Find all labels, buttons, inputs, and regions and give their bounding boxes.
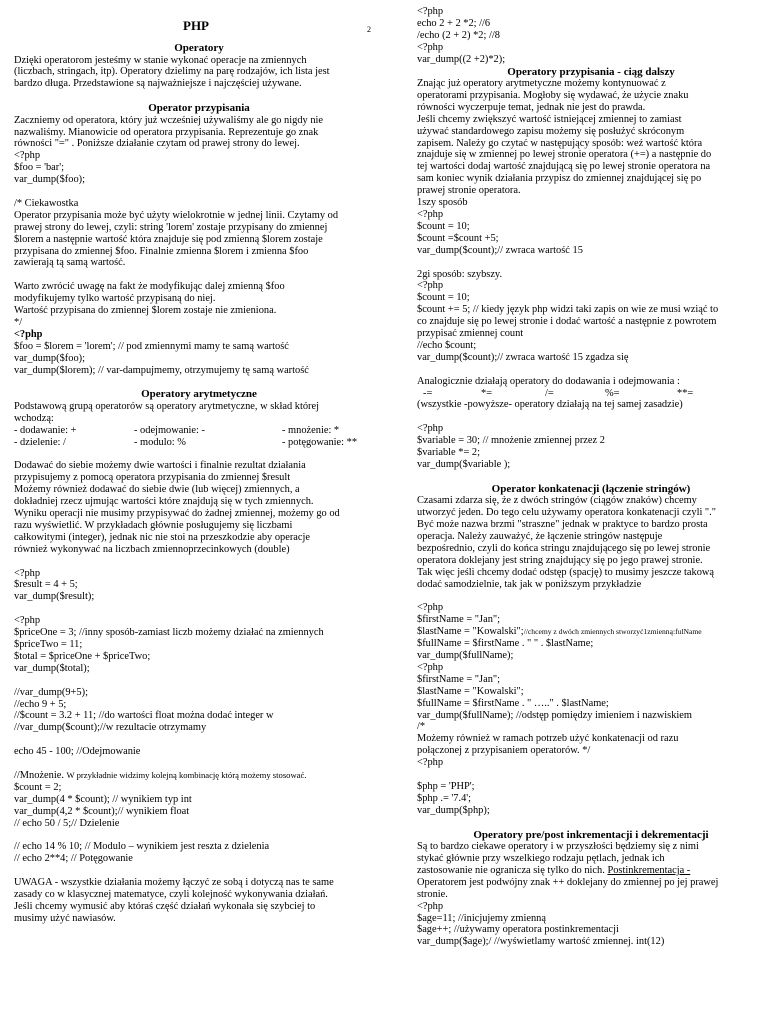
right-column [417,6,765,948]
text-line: /echo (2 + 2) *2; //8 [417,29,500,41]
text-line [14,770,384,782]
text-line: operacja. Należy zauważyć, że łączenie stringów następuje [417,531,663,542]
text-line: co znajduje się po lewej stronie i dodać wartość a następnie z powrotem [417,316,717,328]
text-line: operatorami przypisania. Mogłoby się wydawać, że użycie znaku [417,89,689,101]
text-line: używać standardowego zapisu możemy się posłużyć skróconym [417,125,685,137]
text-line: Znając już operatory arytmetyczne możemy kontynuować z [417,78,666,90]
text-line: prawej strony do lewej, czyli: string 'lorem' zostaje przypisany do zmiennej [14,221,328,233]
text-line: var_dump($php); [417,804,490,816]
text-line [417,626,765,638]
text-line: Możemy również dodawać do siebie dwie (lub więcej) zmiennych, a [14,484,300,496]
text-line: wchodzą: [14,412,54,424]
code-note: //chcemy z dwóch zmiennych stworzyć1zmienną:fulName [523,627,702,637]
text-line: utworzyć jeden. Do tego celu używamy operatora konkatenacji czyli "." [417,507,717,519]
section-heading-operatory-arytmetyczne: Operatory arytmetyczne [141,388,257,401]
operator-item: - modulo: % [134,436,186,448]
text-line: $lastName = "Kowalski"; [417,685,524,697]
text-line: tej wartości dodaj wartość znajdującą się po lewej stronie operatora na [417,161,711,173]
section-body-operatory [14,55,384,91]
text-line: echo 45 - 100; //Odejmowanie [14,746,141,758]
text-line: var_dump($variable ); [417,458,511,470]
section-heading-operatory: Operatory [174,42,224,54]
text-line: równości wyczerpuje temat, jednak nie jest do prawda. [417,101,646,113]
text-line: <?php [417,757,444,769]
blank-line [417,591,765,603]
text-line: var_dump($fullName); [417,650,514,662]
text-line: var_dump($foo); [14,352,85,364]
text-line [417,865,765,877]
text-line: //var_dump($count);//w rezultacie otrzymamy [14,722,207,734]
text-line: var_dump($result); [14,591,95,603]
blank-line [14,186,384,198]
text-line: $firstName = "Jan"; [417,614,501,626]
text-line: $count = 10; [417,220,470,232]
text-line: /* Ciekawostka [14,197,79,209]
text-line: Jeśli chcemy zwiększyć wartość istniejącej zmiennej to zamiast [417,113,682,125]
text-line: (liczbach, stringach, itp). Operatory dzielimy na parę rodzajów, ich lista jest [14,66,330,78]
text-line: var_dump(4,2 * $count);// wynikiem float [14,805,190,817]
text-line: $count = 10; [417,292,470,304]
operator-item: /= [545,387,554,399]
text-line: Czasami zdarza się, że z dwóch stringów (ciągów znaków) chcemy [417,495,697,507]
assign-operator-row [417,388,765,400]
text-line: Operator przypisania może być użyty wielokrotnie w jednej linii. Czytamy od [14,209,339,221]
text-line: <?php [417,41,444,53]
text-line: $result = 4 + 5; [14,579,78,591]
text-line: <?php [417,602,444,614]
operator-item: - odejmowanie: - [134,424,205,436]
text-line: $count += 5; // kiedy język php widzi taki zapis on wie ze musi wziąć to [417,304,719,316]
blank-line [14,603,384,615]
code-block-top [417,6,765,66]
blank-line [14,865,384,877]
text-line: $fullName = $firstName . " " . $lastName; [417,638,594,650]
operator-item: - dodawanie: + [14,424,77,436]
text-line: <?php [417,661,444,673]
text-line: Analogicznie działają operatory do dodawania i odejmowania : [417,375,680,387]
section-body-przypisania-ciag-dalszy [417,78,765,388]
text-line: //echo 9 + 5; [14,698,67,710]
text-line: <?php [417,280,444,292]
text-line: połączonej z przypisaniem operatorów. */ [417,745,591,757]
text-line: $variable = 30; // mnożenie zmiennej przez 2 [417,435,605,447]
operator-item: -= [423,387,433,399]
section-intro-arytmetyczne [14,401,384,425]
text-line: dodać samodzielnie, tak jak w poniższym przykładzie [417,578,642,590]
blank-line [14,734,384,746]
text-line: $foo = 'bar'; [14,162,64,174]
text-line: przypisana do zmiennej $foo. Finalnie zmienna $lorem i zmienna $foo [14,245,309,257]
blank-line [14,829,384,841]
operator-item: - dzielenie: / [14,436,66,448]
text-line: $priceOne = 3; //inny sposób-zamiast liczb możemy działać na zmiennych [14,627,324,639]
page-number: 2 [367,25,371,34]
blank-line [417,411,765,423]
text-line: //var_dump(9+5); [14,686,88,698]
text-line: var_dump(4 * $count); // wynikiem typ int [14,793,192,805]
blank-line [14,449,384,461]
code-note: W przykładnie widzimy kolejną kombinację którą możemy stosować. [66,769,307,780]
blank-line [14,675,384,687]
text-line: var_dump($total); [14,662,90,674]
text-line: Dodawać do siebie możemy dwie wartości i finalnie rezultat działania [14,460,306,472]
operator-item: %= [605,387,620,399]
text-line: <?php [14,328,43,340]
text-line: // echo 14 % 10; // Modulo – wynikiem jest reszta z dzielenia [14,841,270,853]
text-line: <?php [417,423,444,435]
text-line: Warto zwrócić uwagę na fakt że modyfikując dalej zmienną $foo [14,281,285,293]
text-line: stykać głównie przy wszelkiego rodzaju pętlach, jednak ich [417,853,665,865]
text-line: UWAGA - wszystkie działania możemy łączyć ze sobą i dotyczą nas te same [14,877,334,889]
section-body-arytmetyczne-cont [14,782,384,925]
text-line: bezpośrednio, czyli do końca stringu znajdującego się po lewej stronie [417,542,711,554]
text-line: $variable *= 2; [417,447,480,459]
text-line: dokładniej rzecz ujmując wartości które znajdują się w tych zmiennych. [14,496,314,508]
blank-line [14,556,384,568]
text-line: Tak więc jeśli chcemy dodać odstęp (spację) to musimy jeszcze takową [417,566,715,578]
text-line: również wykonywać na liczbach zmiennoprzecinkowych (double) [14,543,290,555]
section-heading-operator-przypisania: Operator przypisania [148,102,250,115]
text-line: var_dump($count);// zwraca wartość 15 [417,244,583,256]
text-line: sam koniec wynik działania przypisz do zmiennej znajdującej się po [417,173,702,185]
section-heading-konkatenacji: Operator konkatenacji (łączenie stringów) [491,482,691,495]
text-line: <?php [417,209,444,220]
text-line: Podstawową grupą operatorów są operatory arytmetyczne, w skład której [14,400,319,412]
operator-item: **= [677,387,694,399]
text-line: $count =$count +5; [417,232,499,244]
text-line: Operatorem jest podwójny znak ++ doklejany do zmiennej po jej prawej [417,876,719,888]
section-body-przypisania-cont [417,399,765,470]
text-line: var_dump($count);// zwraca wartość 15 zgadza się [417,351,629,363]
operator-item: *= [481,387,493,399]
code-line: $lastName = "Kowalski"; [417,626,524,638]
text-line: znajduje się w zmiennej po lewej stronie operatora (+=) a następnie do [417,149,712,161]
text-line: echo 2 + 2 *2; //6 [417,17,491,29]
text-line: $firstName = "Jan"; [417,673,501,685]
text-line: var_dump($foo); [14,174,85,186]
text-line: // echo 2**4; // Potęgowanie [14,853,133,865]
text-line: var_dump($lorem); // var-dampujmemy, otrzymujemy tę samą wartość [14,364,309,376]
text-line: zapisem. Należy go czytać w następujący sposób: weź wartość która [417,137,703,149]
text-line: var_dump($age);/ //wyświetlamy wartość zmiennej. int(12) [417,936,665,948]
text-line: <?php [14,150,41,162]
text-line: Być może nazwa brzmi "straszne" jednak w praktyce to bardzo prosta [417,519,708,531]
text-line: Jeśli chcemy wymusić aby któraś część działań wykonała się szybciej to [14,900,316,912]
document-title: PHP [183,18,209,33]
text-line: (wszystkie -powyższe- operatory działają na tej samej zasadzie) [417,399,683,411]
text-line: $fullName = $firstName . " ….." . $lastName; [417,697,609,709]
text-line: $foo = $lorem = 'lorem'; // pod zmiennymi mamy te samą wartość [14,340,289,352]
text-line: 1szy sposób [417,197,468,209]
text-line: nazwaliśmy. Mianowicie od operatora przypisania. Reprezentuje go znak [14,126,319,138]
text-line: */ [14,316,23,328]
text-line: $lorem a następnie wartość która znajduje się pod zmienną $lorem zostaje [14,233,323,245]
underlined-term: Postinkrementacja - [607,864,691,876]
text-line: //echo $count; [417,339,477,351]
section-heading-przypisania-ciag-dalszy: Operatory przypisania - ciąg dalszy [507,65,675,78]
code-comment: //Mnożenie. [14,769,67,781]
text-line: <?php [417,6,444,17]
text-line: całkowitymi (integer), jednak nic nie stoi na przeszkodzie aby operacje [14,531,311,543]
section-body-arytmetyczne [14,449,384,770]
section-heading-inkrementacji: Operatory pre/post inkrementacji i dekrementacji [473,828,709,841]
blank-line [417,364,765,376]
section-body-inkrementacji-cont [417,877,765,948]
text-line: var_dump((2 +2)*2); [417,53,506,65]
text-line: $age=11; //inicjujemy zmienną [417,912,546,924]
text-line: Są to bardzo ciekawe operatory i w przyszłości będziemy się z nimi [417,841,699,853]
text-line: Wyniku operacji nie musimy przypisywać do żadnej zmiennej, możemy go od [14,508,340,520]
operator-list-row [14,437,384,449]
section-body-operator-przypisania [14,115,384,377]
text-line: $age++; //używamy operatora postinkrementacji [417,924,619,936]
operator-item: - potęgowanie: ** [282,436,358,448]
text-line: zasady co w klasycznej matematyce, czyli kolejność wykonywania działań. [14,888,328,900]
text-line: Możemy również w ramach potrzeb użyć konkatenacji od razu [417,733,679,745]
text-line: operatora doklejany jest string znajdujący się po jego prawej stronie. [417,554,703,566]
text-line: zawierają tą samą wartość. [14,257,126,269]
text-line: $php .= '7.4'; [417,792,472,804]
text-fragment: zastosowanie nie ogranicza się tylko do nich. [417,864,608,876]
text-line: //$count = 3.2 + 11; //do wartości float można dodać integer w [14,710,274,722]
text-line: <?php [14,567,41,579]
blank-line [417,769,765,781]
left-column [14,42,384,925]
operator-item: - mnożenie: * [282,424,340,436]
text-line: przypisujemy z pomocą operatora przypisania do zmiennej $result [14,472,291,484]
text-line: musimy użyć nawiasów. [14,912,116,924]
text-line: prawej stronie operatora. [417,185,521,197]
text-line: /* [417,721,426,733]
text-line: bardzo długa. Przedstawione są najważniejsze i najczęściej używane. [14,78,302,90]
text-line: 2gi sposób: szybszy. [417,268,503,280]
text-line: razu wyświetlić. W przykładach głównie posługujemy się liczbami [14,519,293,531]
text-line: Zaczniemy od operatora, który już wcześniej używaliśmy ale go nigdy nie [14,114,324,126]
blank-line [417,257,765,269]
text-line: modyfikujemy tylko wartość przypisaną do niej. [14,293,216,305]
text-line: <?php [417,900,444,912]
text-line: Wartość przypisana do zmiennej $lorem zostaje nie zmieniona. [14,305,277,317]
section-body-konkatenacji [417,495,765,626]
section-body-inkrementacji [417,841,765,865]
text-line: $php = 'PHP'; [417,781,475,792]
blank-line [14,269,384,281]
text-line: // echo 50 / 5;// Dzielenie [14,817,120,829]
text-line: $total = $priceOne + $priceTwo; [14,650,151,662]
text-line: <?php [14,615,41,627]
text-line: var_dump($fullName); //odstęp pomiędzy imieniem i nazwiskiem [417,709,692,721]
section-body-konkatenacji-cont [417,638,765,817]
text-line: stronie. [417,888,448,900]
operator-list-row [14,425,384,437]
text-line: $count = 2; [14,781,62,793]
text-line: Dzięki operatorom jesteśmy w stanie wykonać operacje na zmiennych [14,54,307,66]
text-line: $priceTwo = 11; [14,638,83,650]
text-line: równości "=" . Poniższe działanie czytam od prawej strony do lewej. [14,138,300,150]
blank-line [14,758,384,770]
text-line: przypisać zmiennej count [417,328,524,340]
